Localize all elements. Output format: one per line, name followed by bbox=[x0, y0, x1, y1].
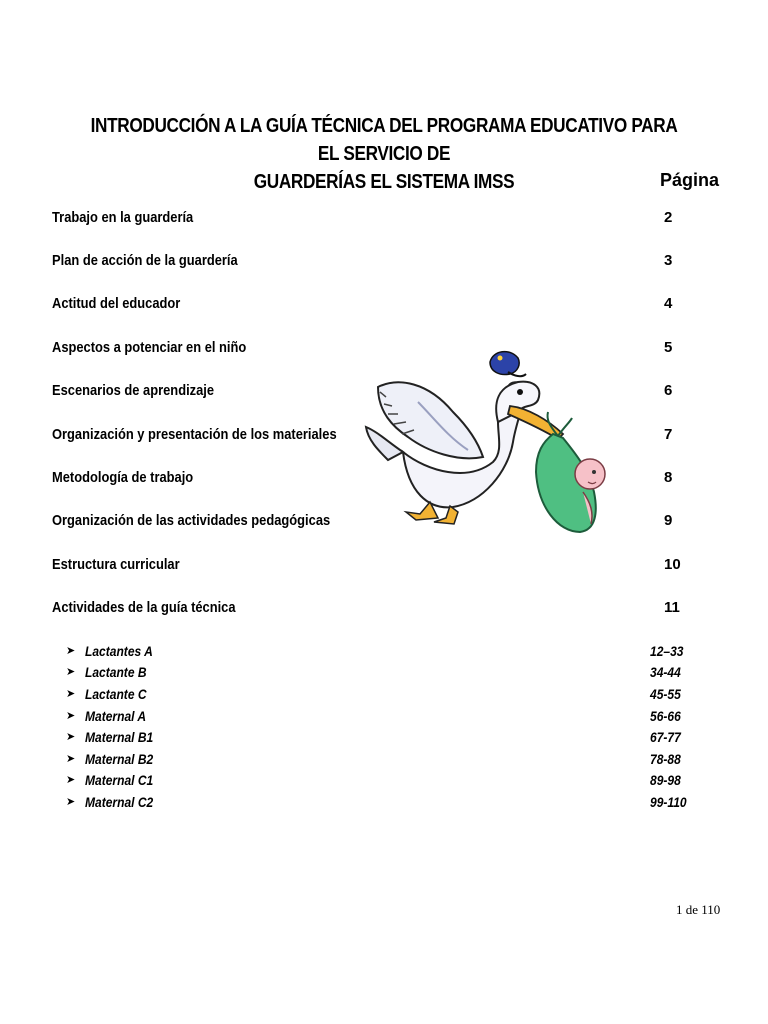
toc-row bbox=[52, 555, 692, 575]
arrow-bullet-icon: ➤ bbox=[66, 774, 76, 786]
toc-row bbox=[52, 208, 692, 228]
toc-row bbox=[52, 598, 692, 618]
sub-item bbox=[66, 641, 706, 662]
sub-item bbox=[66, 684, 706, 705]
sub-item bbox=[66, 706, 706, 727]
sub-item bbox=[66, 662, 706, 683]
document-title bbox=[88, 112, 680, 196]
sub-item bbox=[66, 792, 706, 813]
toc-label: Aspectos a potenciar en el niño bbox=[52, 339, 247, 356]
toc-page: 10 bbox=[664, 556, 681, 573]
toc-label: Estructura curricular bbox=[52, 556, 180, 573]
sub-item-label: Lactante B bbox=[85, 664, 147, 680]
toc-label: Actividades de la guía técnica bbox=[52, 599, 236, 616]
toc-page: 7 bbox=[664, 426, 673, 443]
toc-label: Metodología de trabajo bbox=[52, 469, 194, 486]
page-number-footer: 1 de 110 bbox=[676, 902, 721, 917]
arrow-bullet-icon: ➤ bbox=[66, 645, 76, 657]
toc-page: 5 bbox=[664, 339, 673, 356]
sub-item-pages: 56-66 bbox=[650, 708, 681, 724]
arrow-bullet-icon: ➤ bbox=[66, 666, 76, 678]
arrow-bullet-icon: ➤ bbox=[66, 710, 76, 722]
toc-page: 9 bbox=[664, 512, 673, 529]
title-line-1: INTRODUCCIÓN A LA GUÍA TÉCNICA DEL PROGRAMA EDUCATIVO PARA EL SERVICIO DE bbox=[90, 115, 678, 165]
sub-item-label: Maternal C2 bbox=[85, 794, 154, 810]
toc-row bbox=[52, 294, 692, 314]
arrow-bullet-icon: ➤ bbox=[66, 731, 76, 743]
sub-item-pages: 45-55 bbox=[650, 686, 681, 702]
toc-page: 6 bbox=[664, 382, 673, 399]
toc-label: Actitud del educador bbox=[52, 295, 181, 312]
sub-item bbox=[66, 727, 706, 748]
toc-page: 2 bbox=[664, 209, 673, 226]
sub-item-pages: 89-98 bbox=[650, 772, 681, 788]
title-line-2: GUARDERÍAS EL SISTEMA IMSS bbox=[253, 171, 515, 193]
toc-label: Plan de acción de la guardería bbox=[52, 252, 238, 269]
sub-item-pages: 34-44 bbox=[650, 664, 681, 680]
sub-item-label: Lactantes A bbox=[85, 643, 153, 659]
toc-label: Escenarios de aprendizaje bbox=[52, 382, 215, 399]
sub-item-pages: 12–33 bbox=[650, 643, 684, 659]
sub-item bbox=[66, 770, 706, 791]
toc-page: 11 bbox=[664, 599, 680, 616]
toc-page: 3 bbox=[664, 252, 673, 269]
sub-item-label: Maternal B1 bbox=[85, 729, 154, 745]
toc-page: 4 bbox=[664, 295, 673, 312]
sub-item-pages: 99-110 bbox=[650, 794, 687, 810]
stork-illustration bbox=[358, 342, 608, 542]
sub-item-label: Maternal C1 bbox=[85, 772, 154, 788]
sub-item-label: Lactante C bbox=[85, 686, 147, 702]
toc-page: 8 bbox=[664, 469, 673, 486]
sub-item-label: Maternal A bbox=[85, 708, 147, 724]
toc-label: Organización de las actividades pedagógicas bbox=[52, 512, 331, 529]
sub-item bbox=[66, 749, 706, 770]
toc-row bbox=[52, 251, 692, 271]
sub-item-label: Maternal B2 bbox=[85, 751, 154, 767]
arrow-bullet-icon: ➤ bbox=[66, 796, 76, 808]
sub-item-pages: 78-88 bbox=[650, 751, 681, 767]
toc-label: Trabajo en la guardería bbox=[52, 209, 194, 226]
arrow-bullet-icon: ➤ bbox=[66, 753, 76, 765]
toc-label: Organización y presentación de los materiales bbox=[52, 426, 337, 443]
page-column-header: Página bbox=[660, 170, 720, 190]
sub-item-pages: 67-77 bbox=[650, 729, 681, 745]
arrow-bullet-icon: ➤ bbox=[66, 688, 76, 700]
